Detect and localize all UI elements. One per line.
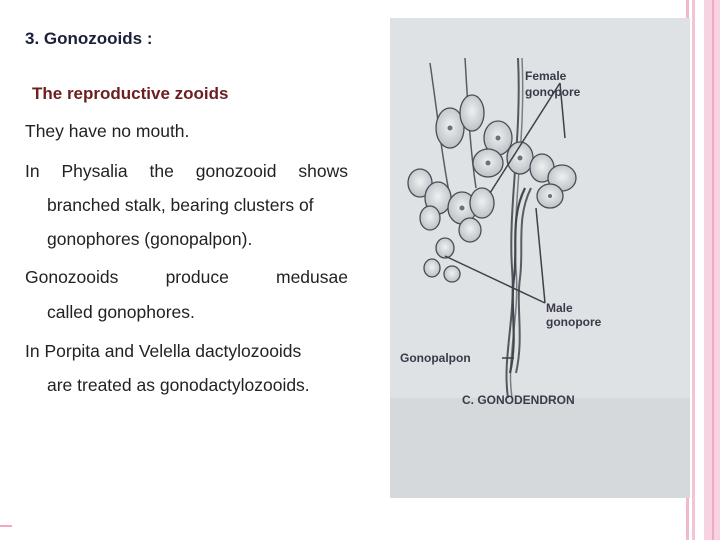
label-male-line2: gonopore (546, 315, 602, 329)
figure-caption: C. GONODENDRON (462, 393, 575, 407)
paragraph-physalia-line1: In Physalia the gonozooid shows (25, 161, 348, 181)
label-female-line2: gonopore (525, 85, 581, 99)
pink-border-stripe (712, 0, 714, 540)
slide-subheading: The reproductive zooids (32, 84, 229, 103)
paragraph-no-mouth: They have no mouth. (25, 121, 190, 141)
paragraph-porpita-line1: In Porpita and Velella dactylozooids (25, 341, 302, 361)
corner-accent (0, 525, 12, 527)
label-gonopalpon: Gonopalpon (400, 351, 471, 365)
label-male-line1: Male (546, 301, 573, 315)
gonodendron-figure (390, 18, 690, 498)
paragraph-medusae-line1: Gonozooids produce medusae (25, 267, 348, 287)
label-female-line1: Female (525, 69, 567, 83)
paragraph-physalia-line2: branched stalk, bearing clusters of (47, 195, 314, 215)
pink-border-stripe (692, 0, 695, 540)
slide-heading: 3. Gonozooids : (25, 29, 153, 48)
paragraph-medusae-line2: called gonophores. (47, 302, 195, 322)
paragraph-physalia-line3: gonophores (gonopalpon). (47, 229, 253, 249)
gonodendron-illustration (390, 18, 690, 498)
paragraph-porpita-line2: are treated as gonodactylozooids. (47, 375, 310, 395)
